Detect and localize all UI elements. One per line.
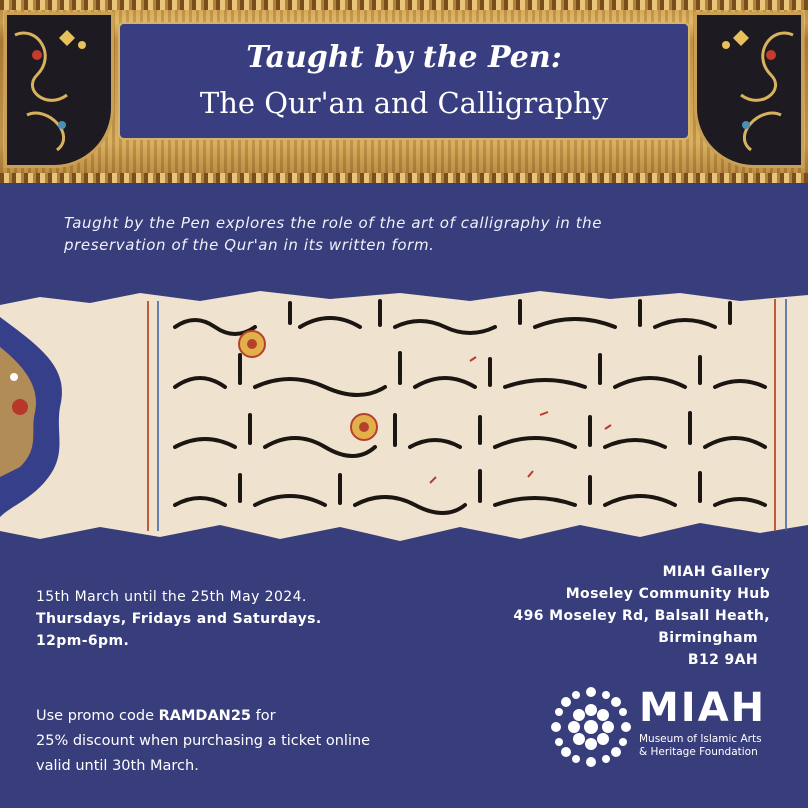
header-banner [0, 0, 808, 183]
page-title: Taught by the Pen: [246, 40, 562, 75]
event-hours: 12pm-6pm. [36, 633, 130, 649]
ornament-corner-right [694, 12, 804, 168]
event-schedule [36, 586, 322, 652]
manuscript-image [0, 287, 808, 552]
event-days: Thursdays, Fridays and Saturdays. [36, 611, 322, 627]
gold-border-bottom [0, 173, 808, 183]
intro-line-2: preservation of the Qur'an in its written form. [64, 236, 435, 254]
venue-street: 496 Moseley Rd, Balsall Heath, [513, 608, 770, 624]
venue-address [513, 561, 770, 671]
intro-line-1: Taught by the Pen explores the role of the art of calligraphy in the [64, 214, 603, 232]
promo-prefix: Use promo code [36, 708, 159, 724]
miah-logo [546, 682, 786, 772]
logo-subtitle-line-2: & Heritage Foundation [639, 746, 758, 758]
ornament-corner-left [4, 12, 114, 168]
verse-marker-icon [239, 331, 265, 357]
promo-line-3: valid until 30th March. [36, 758, 199, 774]
logo-wordmark: MIAH [639, 685, 767, 731]
venue-city: Birmingham [658, 630, 758, 646]
event-dates: 15th March until the 25th May 2024. [36, 589, 307, 605]
logo-subtitle [639, 733, 762, 759]
flower-logo-icon [546, 682, 636, 772]
verse-marker-icon [351, 414, 377, 440]
promo-code: RAMDAN25 [158, 708, 251, 724]
promo-line-1 [36, 704, 370, 729]
page-subtitle: The Qur'an and Calligraphy [199, 86, 609, 120]
promo-line-2: 25% discount when purchasing a ticket online [36, 733, 371, 749]
venue-building: Moseley Community Hub [565, 586, 770, 602]
title-panel [118, 22, 690, 140]
venue-name: MIAH Gallery [662, 564, 770, 580]
gold-border-top [0, 0, 808, 10]
promo-suffix: for [251, 708, 276, 724]
promo-text [36, 704, 370, 779]
venue-postcode: B12 9AH [687, 652, 758, 668]
logo-subtitle-line-1: Museum of Islamic Arts [639, 733, 762, 745]
intro-text [64, 212, 764, 256]
